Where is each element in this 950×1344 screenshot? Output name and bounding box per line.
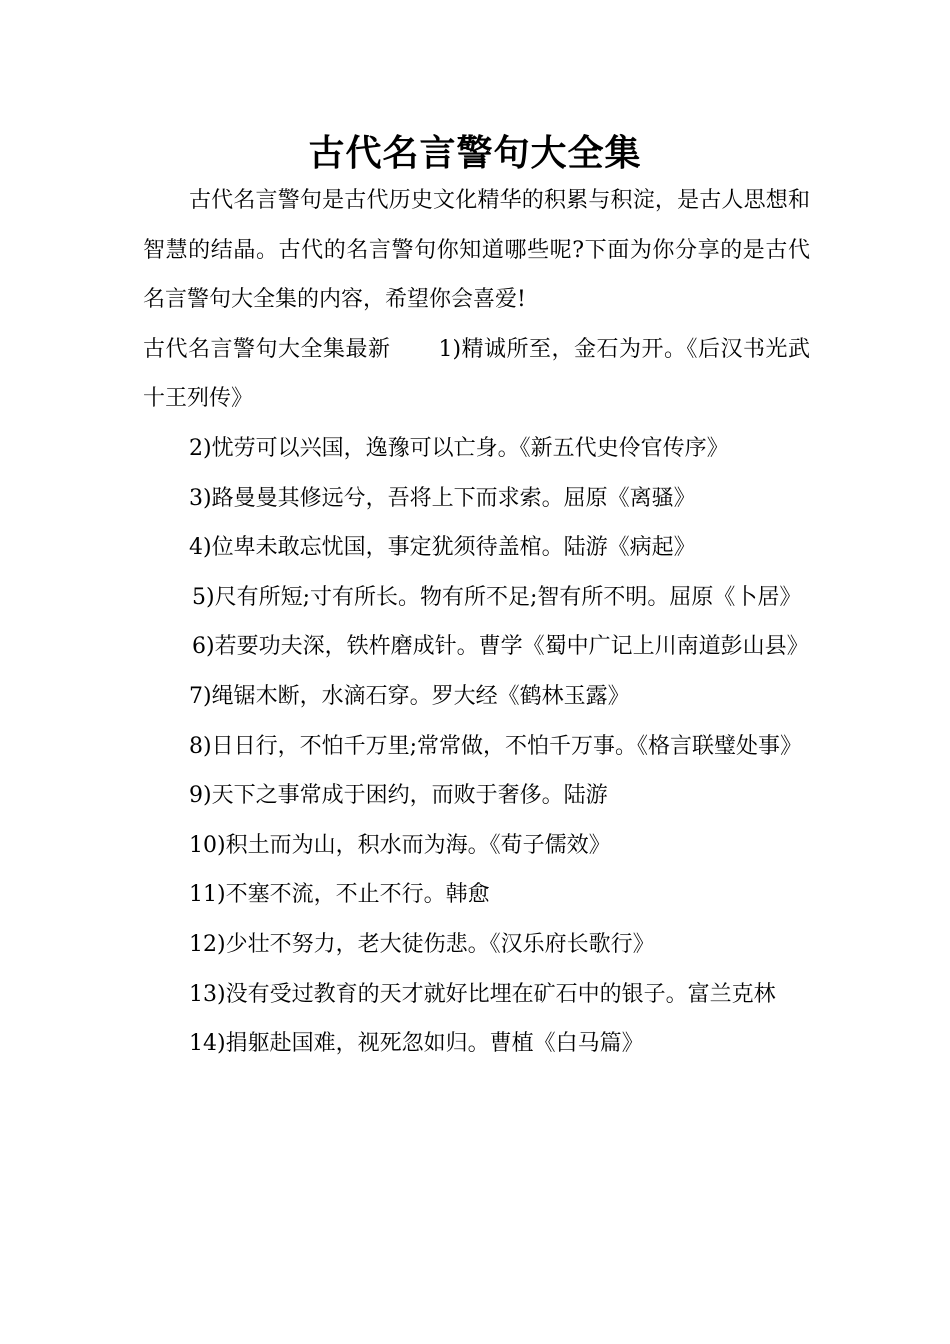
section-heading: 古代名言警句大全集最新 bbox=[143, 336, 391, 362]
quote-item-8: 8)日日行，不怕千万里;常常做，不怕千万事。《格言联璧处事》 bbox=[189, 733, 802, 759]
quote-item-3: 3)路曼曼其修远兮，吾将上下而求索。屈原《离骚》 bbox=[189, 485, 696, 511]
quote-item-6: 6)若要功夫深，铁杵磨成针。曹学《蜀中广记上川南道彭山县》 bbox=[192, 634, 809, 660]
section-paragraph bbox=[143, 325, 810, 424]
quote-item-13: 13)没有受过教育的天才就好比埋在矿石中的银子。富兰克林 bbox=[189, 981, 776, 1007]
quote-item-5: 5)尺有所短;寸有所长。物有所不足;智有所不明。屈原《卜居》 bbox=[192, 584, 802, 610]
quote-item-9: 9)天下之事常成于困约，而败于奢侈。陆游 bbox=[189, 783, 608, 809]
quote-item-10: 10)积土而为山，积水而为海。《荀子儒效》 bbox=[189, 832, 611, 858]
quote-item-7: 7)绳锯木断，水滴石穿。罗大经《鹤林玉露》 bbox=[189, 683, 630, 709]
quote-item-14: 14)捐躯赴国难，视死忽如归。曹植《白马篇》 bbox=[189, 1031, 644, 1057]
quote-item-11: 11)不塞不流，不止不行。韩愈 bbox=[189, 882, 490, 908]
quote-item-1: 1)精诚所至，金石为开。《后汉书光武十王列传》 bbox=[143, 336, 810, 412]
quote-item-4: 4)位卑未敢忘忧国，事定犹须待盖棺。陆游《病起》 bbox=[189, 535, 696, 561]
document-body bbox=[143, 176, 810, 1069]
intro-paragraph: 古代名言警句是古代历史文化精华的积累与积淀，是古人思想和智慧的结晶。古代的名言警句你知道哪些呢?下面为你分享的是古代名言警句大全集的内容，希望你会喜爱! bbox=[143, 188, 810, 313]
document-title: 古代名言警句大全集 bbox=[308, 132, 642, 174]
quote-item-12: 12)少壮不努力，老大徒伤悲。《汉乐府长歌行》 bbox=[189, 931, 655, 957]
quote-item-2: 2)忧劳可以兴国，逸豫可以亡身。《新五代史伶官传序》 bbox=[189, 435, 729, 461]
